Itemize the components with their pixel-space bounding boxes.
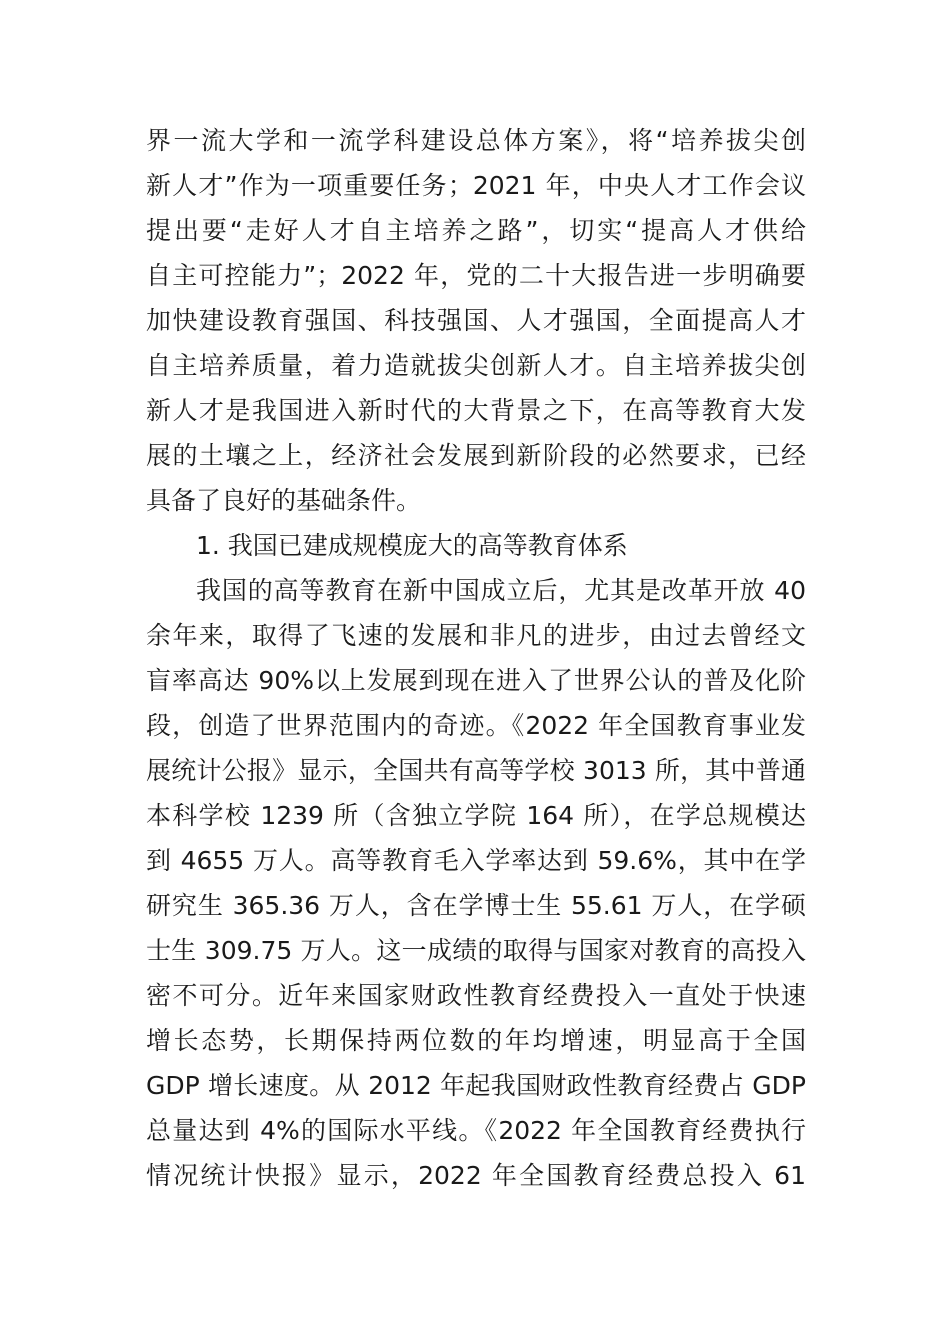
paragraph-line: 自主可控能力”；2022 年，党的二十大报告进一步明确要 [146,261,806,290]
paragraph-line: 提出要“走好人才自主培养之路”，切实“提高人才供给 [146,216,806,245]
paragraph-line: 到 4655 万人。高等教育毛入学率达到 59.6%，其中在学 [146,846,806,875]
paragraph-line: GDP 增长速度。从 2012 年起我国财政性教育经费占 GDP [146,1071,806,1100]
paragraph-line: 余年来，取得了飞速的发展和非凡的进步，由过去曾经文 [146,621,806,650]
paragraph-line: 增长态势，长期保持两位数的年均增速，明显高于全国 [146,1026,806,1055]
paragraph-line: 盲率高达 90%以上发展到现在进入了世界公认的普及化阶 [146,666,806,695]
paragraph-line: 具备了良好的基础条件。 [146,486,422,515]
paragraph-line: 士生 309.75 万人。这一成绩的取得与国家对教育的高投入 [146,936,806,965]
paragraph-line: 情况统计快报》显示，2022 年全国教育经费总投入 61 [146,1161,806,1190]
paragraph-line: 展的土壤之上，经济社会发展到新阶段的必然要求，已经 [146,441,806,470]
paragraph-line: 自主培养质量，着力造就拔尖创新人才。自主培养拔尖创 [146,351,806,380]
section-heading: 1. 我国已建成规模庞大的高等教育体系 [196,531,628,560]
paragraph-line: 总量达到 4%的国际水平线。《2022 年全国教育经费执行 [146,1116,806,1145]
paragraph-line: 本科学校 1239 所（含独立学院 164 所），在学总规模达 [146,801,806,830]
paragraph-line: 展统计公报》显示，全国共有高等学校 3013 所，其中普通 [146,756,806,785]
paragraph-line: 我国的高等教育在新中国成立后，尤其是改革开放 40 [196,576,806,605]
paragraph-line: 新人才”作为一项重要任务；2021 年，中央人才工作会议 [146,171,806,200]
paragraph-line: 段，创造了世界范围内的奇迹。《2022 年全国教育事业发 [146,711,806,740]
paragraph-line: 界一流大学和一流学科建设总体方案》，将“培养拔尖创 [146,126,806,155]
paragraph-line: 研究生 365.36 万人，含在学博士生 55.61 万人，在学硕 [146,891,806,920]
paragraph-line: 密不可分。近年来国家财政性教育经费投入一直处于快速 [146,981,806,1010]
paragraph-line: 加快建设教育强国、科技强国、人才强国，全面提高人才 [146,306,806,335]
paragraph-line: 新人才是我国进入新时代的大背景之下，在高等教育大发 [146,396,806,425]
